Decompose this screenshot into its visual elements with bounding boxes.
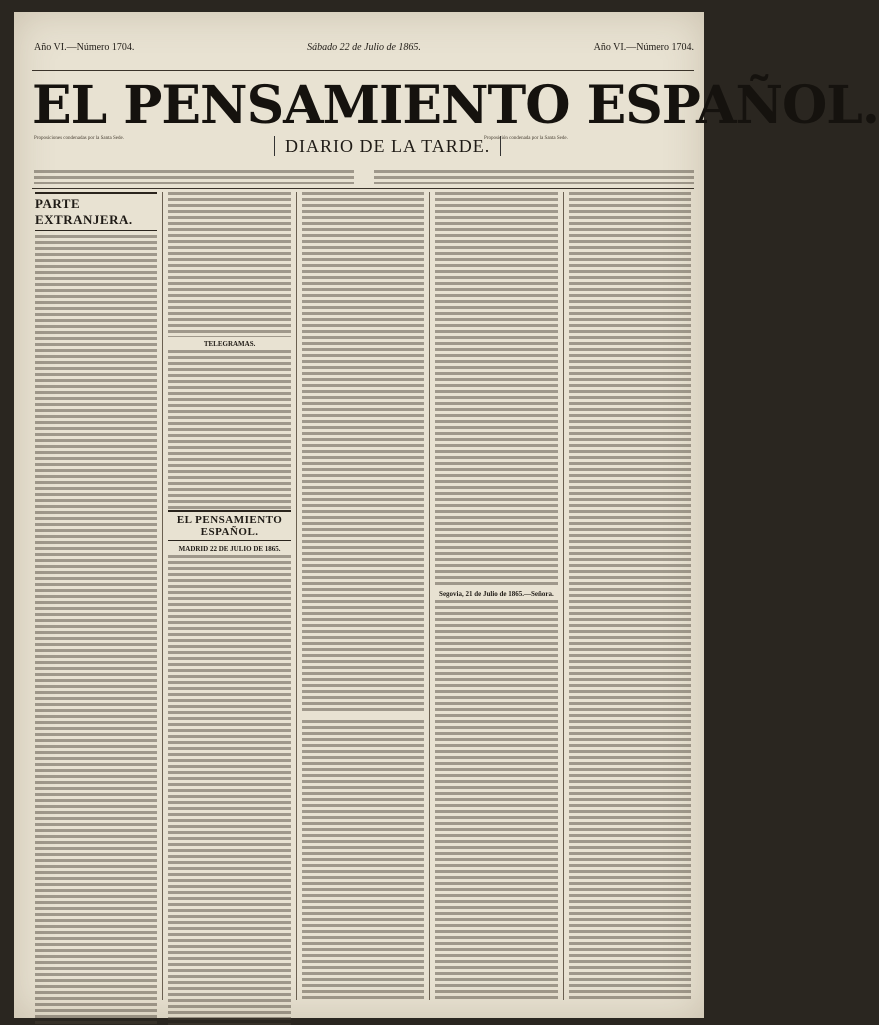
issue-date: Sábado 22 de Julio de 1865.: [307, 42, 421, 53]
left-note: Proposiciones condenadas por la Santa Sede.: [34, 136, 124, 141]
masthead-subtitle: DIARIO DE LA TARDE.: [274, 136, 501, 157]
subscription-info: [34, 170, 694, 186]
editorial-paper-name: EL PENSAMIENTO ESPAÑOL.: [168, 510, 290, 541]
prices-block: [34, 170, 354, 184]
column-1: [30, 192, 162, 1000]
column-4-text-top: [435, 192, 557, 587]
column-5: [563, 192, 696, 1000]
editorial-text: [168, 555, 290, 1025]
signature-line: Segovia, 21 de Julio de 1865.—Señora.: [439, 590, 554, 598]
issue-number-right: Año VI.—Número 1704.: [593, 42, 694, 53]
article-columns: [30, 192, 696, 1000]
masthead-title: EL PENSAMIENTO ESPAÑOL.: [32, 75, 879, 136]
column-4-text-bottom: [435, 600, 557, 1000]
points-of-subscription: [374, 170, 694, 184]
newspaper-page: [14, 12, 879, 1018]
issue-number-left: Año VI.—Número 1704.: [34, 42, 135, 53]
body-rule: [32, 188, 694, 189]
editorial-date: MADRID 22 DE JULIO DE 1865.: [178, 545, 281, 553]
column-4: [429, 192, 562, 1000]
column-3-text-top: [302, 192, 424, 712]
header-line: [34, 42, 694, 53]
right-note: Proposición condenada por la Santa Sede.: [484, 136, 568, 141]
telegrams-heading: TELEGRAMAS.: [203, 340, 256, 348]
foreign-news-text: [35, 235, 157, 1025]
column-2-text-top: [168, 192, 290, 337]
column-2: [162, 192, 295, 1000]
header-rule: [32, 70, 694, 71]
column-5-text: [569, 192, 691, 1002]
column-3: [296, 192, 429, 1000]
column-3-text-bottom: [302, 720, 424, 1000]
section-foreign: PARTE EXTRANJERA.: [35, 192, 157, 231]
masthead-subrow: [34, 136, 694, 166]
telegrams-text: [168, 350, 290, 510]
